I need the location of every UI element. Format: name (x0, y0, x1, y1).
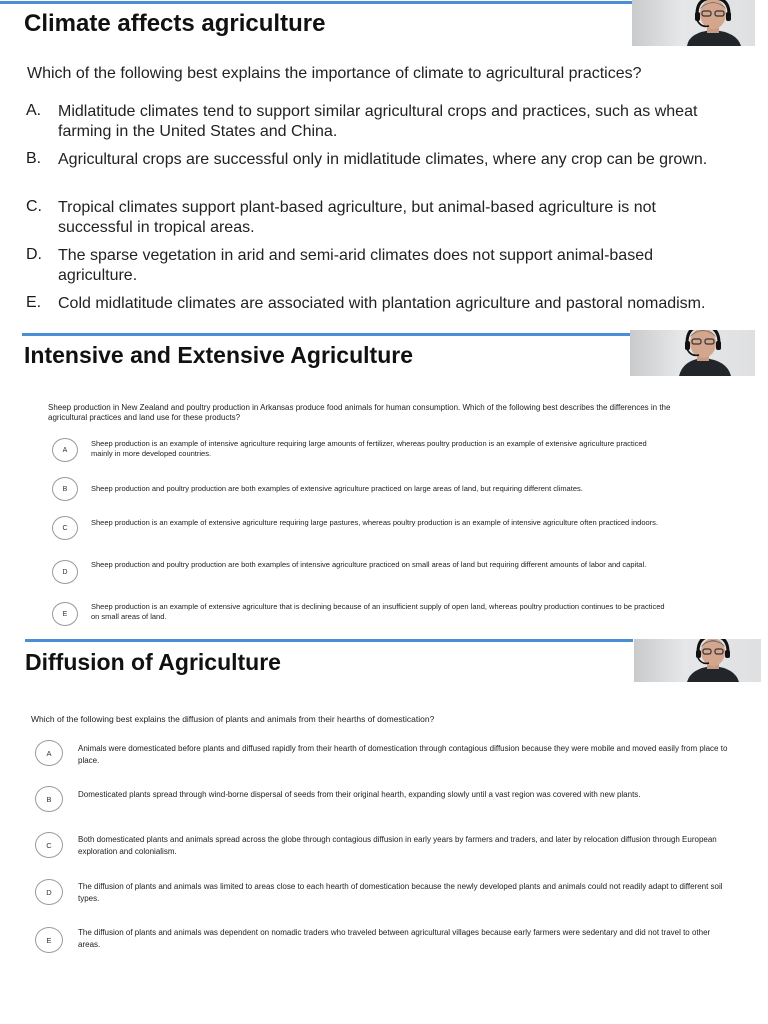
option-text: Both domesticated plants and animals spread across the globe through contagious diffusion in early years by farmers and traders, and later by relocation diffusion through European exploration and colonialism. (78, 835, 717, 856)
question-text: Sheep production in New Zealand and poultry production in Arkansas produce food animals for human consumption. Which of the following best describes the differences in the agricultural practices and land use for these products? (48, 403, 671, 422)
answer-option-b[interactable] (35, 784, 735, 818)
answer-option-d[interactable] (35, 879, 735, 913)
slide-top-bar (22, 333, 630, 336)
option-text: Cold midlatitude climates are associated with plantation agriculture and pastoral nomadism. (58, 295, 706, 312)
option-text: Domesticated plants spread through wind-borne dispersal of seeds from their original hearth, expanding slowly until a vast region was covered with new plants. (78, 790, 641, 799)
answer-option-e[interactable] (52, 600, 672, 630)
slide-climate (0, 0, 768, 330)
slide-top-bar (25, 639, 633, 642)
option-text: Tropical climates support plant-based agriculture, but animal-based agriculture is not successful in tropical areas. (58, 199, 656, 236)
option-text: Sheep production is an example of extensive agriculture requiring large pastures, whereas poultry production is an example of intensive agriculture often practiced indoors. (91, 518, 658, 527)
slide-top-bar (0, 1, 632, 4)
answer-option-d[interactable] (52, 558, 672, 588)
option-text: Sheep production is an example of intensive agriculture requiring large amounts of fertilizer, whereas poultry production is an example of extensive agriculture practiced mainly in more developed countries. (91, 439, 647, 458)
option-letter: B. (26, 150, 42, 167)
option-text: Sheep production is an example of extensive agriculture that is declining because of an insufficient supply of open land, whereas poultry production continues to be practiced on small areas of land. (91, 602, 665, 621)
answer-option-d[interactable] (26, 246, 726, 288)
answer-option-c[interactable] (35, 832, 735, 866)
answer-option-a[interactable] (26, 102, 726, 144)
option-text: Sheep production and poultry production are both examples of extensive agriculture practiced on large areas of land, but requiring different climates. (91, 484, 583, 493)
option-letter-circle: D (52, 560, 78, 584)
option-letter: A. (26, 102, 42, 119)
option-letter-circle: D (35, 879, 63, 905)
slide-diffusion (0, 636, 768, 1024)
option-letter: D. (26, 246, 42, 263)
option-letter-circle: B (35, 786, 63, 812)
option-text: Agricultural crops are successful only in midlatitude climates, where any crop can be grown. (58, 151, 708, 168)
webcam-feed (632, 0, 755, 46)
option-letter-circle: C (52, 516, 78, 540)
presenter-video-icon (635, 639, 761, 682)
option-letter-circle: B (52, 477, 78, 501)
answer-option-b[interactable] (52, 477, 672, 507)
slide-title: Intensive and Extensive Agriculture (24, 342, 413, 368)
presenter-video-icon (633, 0, 755, 46)
option-letter-circle: A (35, 740, 63, 766)
option-letter-circle: E (52, 602, 78, 626)
slide-title: Diffusion of Agriculture (25, 649, 281, 675)
option-letter-circle: A (52, 438, 78, 462)
option-letter: E. (26, 294, 42, 311)
option-text: The diffusion of plants and animals was dependent on nomadic traders who traveled between agricultural villages because early farmers were sedentary and did not travel to other areas. (78, 928, 711, 949)
slide-intensive-extensive (0, 330, 768, 636)
question-text: Which of the following best explains the importance of climate to agricultural practices? (27, 65, 642, 82)
slide-title: Climate affects agriculture (24, 10, 326, 37)
webcam-feed (630, 330, 755, 376)
option-letter: C. (26, 198, 42, 215)
answer-option-c[interactable] (26, 198, 726, 240)
answer-option-b[interactable] (26, 150, 726, 192)
answer-option-a[interactable] (52, 436, 672, 466)
option-text: The sparse vegetation in arid and semi-arid climates does not support animal-based agriculture. (58, 247, 653, 284)
option-letter-circle: E (35, 927, 63, 953)
answer-option-e[interactable] (35, 925, 735, 959)
option-text: Midlatitude climates tend to support similar agricultural crops and practices, such as wheat farming in the United States and China. (58, 103, 698, 140)
webcam-feed (634, 639, 761, 682)
question-text: Which of the following best explains the diffusion of plants and animals from their hearths of domestication? (31, 714, 435, 724)
option-text: The diffusion of plants and animals was limited to areas close to each hearth of domestication because the newly developed plants and animals could not readily adapt to different soil types. (78, 882, 723, 903)
option-text: Animals were domesticated before plants and diffused rapidly from their hearth of domestication through contagious diffusion because they were mobile and moved easily from place to place. (78, 744, 728, 765)
option-letter-circle: C (35, 832, 63, 858)
presenter-video-icon (631, 330, 755, 376)
answer-option-c[interactable] (52, 516, 672, 546)
option-text: Sheep production and poultry production are both examples of intensive agriculture practiced on small areas of land but requiring different amounts of labor and capital. (91, 560, 647, 569)
answer-option-e[interactable] (26, 294, 726, 330)
answer-option-a[interactable] (35, 738, 735, 772)
